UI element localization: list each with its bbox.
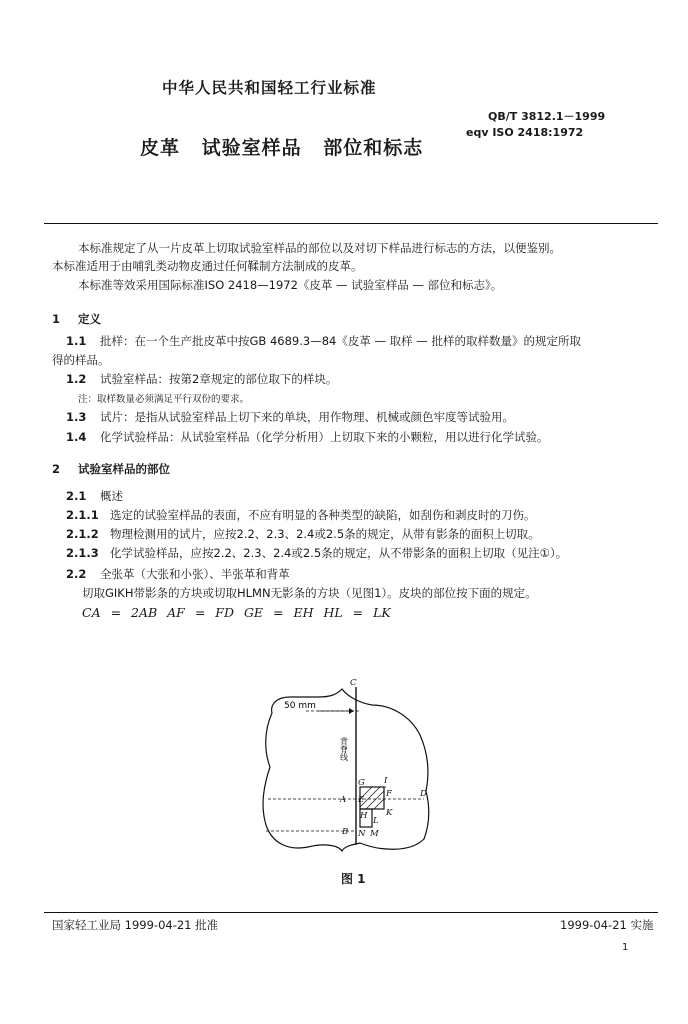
section-title: 试验室样品的部位 bbox=[78, 462, 171, 476]
clause-continuation: 切取GIKH带影条的方块或切取HLMN无影条的方块（见图1）。皮块的部位按下面的规定。 bbox=[82, 586, 537, 600]
standard-code: QB/T 3812.1－1999 bbox=[488, 110, 606, 123]
clause-number: 2.1 bbox=[66, 489, 87, 503]
clause-text: 化学试验样品，应按2.2、2.3、2.4或2.5条的规定，从不带影条的面积上切取（见注①）。 bbox=[110, 546, 568, 560]
clause-number: 1.2 bbox=[66, 372, 87, 386]
point-label-g: G bbox=[358, 778, 365, 788]
clause-number: 2.1.1 bbox=[66, 508, 99, 522]
approval-note: 国家轻工业局 1999-04-21 批准 bbox=[52, 918, 219, 932]
section-heading bbox=[52, 461, 170, 477]
clause bbox=[66, 409, 514, 425]
intro-paragraph-2: 本标准适用于由哺乳类动物皮通过任何鞣制方法制成的皮革。 bbox=[52, 259, 363, 273]
effective-date: 1999-04-21 实施 bbox=[560, 918, 654, 932]
header-rule bbox=[44, 223, 658, 224]
dimension-arrowhead bbox=[349, 708, 354, 714]
clause bbox=[66, 429, 549, 445]
intro-paragraph-3: 本标准等效采用国际标准ISO 2418—1972《皮革 — 试验室样品 — 部位和标志》。 bbox=[78, 278, 503, 292]
figure-caption: 图 1 bbox=[341, 872, 366, 886]
page-number: 1 bbox=[622, 942, 629, 953]
point-label-f: F bbox=[386, 789, 392, 799]
clause-text: 试片：是指从试验室样品上切下来的单块，用作物理、机械或颜色牢度等试验用。 bbox=[100, 410, 514, 424]
section-number: 2 bbox=[52, 462, 61, 476]
clause-text: 物理检测用的试片，应按2.2、2.3、2.4或2.5条的规定，从带有影条的面积上切取。 bbox=[110, 527, 540, 541]
clause-text: 试验室样品：按第2章规定的部位取下的样块。 bbox=[100, 372, 338, 386]
clause-number: 1.3 bbox=[66, 410, 87, 424]
clause bbox=[66, 371, 337, 387]
clause-number: 1.1 bbox=[66, 334, 87, 348]
clause-number: 2.1.3 bbox=[66, 546, 99, 560]
standard-category: 中华人民共和国轻工行业标准 bbox=[162, 79, 377, 97]
point-label-a: A bbox=[340, 795, 347, 805]
point-label-c: C bbox=[350, 678, 357, 688]
standard-equivalence: eqv ISO 2418:1972 bbox=[466, 126, 584, 139]
position-formula: CA = 2AB AF = FD GE = EH HL = LK bbox=[82, 605, 391, 620]
intro-paragraph-1: 本标准规定了从一片皮革上切取试验室样品的部位以及对切下样品进行标志的方法，以便鉴别。 bbox=[78, 241, 561, 255]
clause-number: 2.1.2 bbox=[66, 527, 99, 541]
point-label-k: K bbox=[386, 808, 393, 818]
point-label-l: L bbox=[373, 816, 379, 826]
point-label-m: M bbox=[370, 829, 379, 839]
clause-text: 选定的试验室样品的表面，不应有明显的各种类型的缺陷，如刮伤和剥皮时的刀伤。 bbox=[110, 508, 536, 522]
clause-text: 概述 bbox=[100, 489, 123, 503]
dimension-label: 50 mm bbox=[284, 701, 316, 711]
clause-text: 全张革（大张和小张）、半张革和背革 bbox=[100, 567, 290, 581]
clause-text: 化学试验样品：从试验室样品（化学分析用）上切取下来的小颗粒，用以进行化学试验。 bbox=[100, 430, 549, 444]
hide-sampling-diagram bbox=[260, 675, 440, 855]
document-title: 皮革 试验室样品 部位和标志 bbox=[140, 137, 424, 159]
clause bbox=[66, 507, 536, 523]
point-label-i: I bbox=[384, 776, 388, 786]
clause-number: 2.2 bbox=[66, 567, 87, 581]
section-heading bbox=[52, 311, 101, 327]
section-title: 定义 bbox=[78, 312, 102, 326]
point-label-h: H bbox=[360, 811, 368, 821]
spine-label: 背脊线 bbox=[339, 737, 349, 761]
point-label-n: N bbox=[358, 829, 366, 839]
clause bbox=[66, 526, 540, 542]
clause-note: 注：取样数量必须满足平行双份的要求。 bbox=[78, 394, 250, 405]
clause-text: 批样：在一个生产批皮革中按GB 4689.3—84《皮革 — 取样 — 批样的取样数量》的规定所取 bbox=[100, 334, 581, 348]
point-label-b: B bbox=[342, 827, 349, 837]
clause bbox=[66, 488, 123, 504]
clause-number: 1.4 bbox=[66, 430, 87, 444]
point-label-d: D bbox=[420, 789, 427, 799]
clause bbox=[66, 566, 290, 582]
clause bbox=[66, 333, 581, 349]
clause bbox=[66, 545, 567, 561]
footer-rule bbox=[44, 912, 658, 913]
section-number: 1 bbox=[52, 312, 61, 326]
point-label-e: E bbox=[358, 795, 365, 805]
clause-continuation: 得的样品。 bbox=[52, 353, 110, 367]
